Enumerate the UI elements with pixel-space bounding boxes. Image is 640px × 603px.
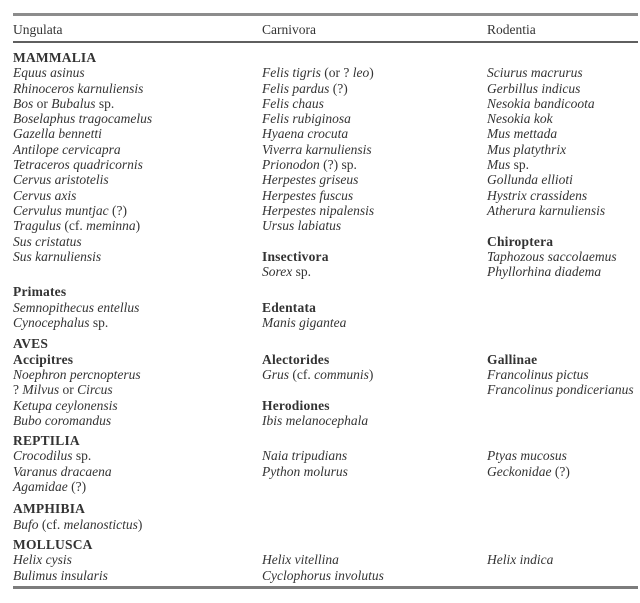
text-segment: ): [137, 516, 143, 532]
table-row: [13, 398, 640, 413]
species-cell: [13, 517, 262, 532]
species-cell: [262, 203, 487, 218]
species-cell: [262, 96, 487, 111]
text-segment: ?: [13, 382, 23, 398]
table-row: [13, 552, 640, 567]
text-segment: Ketupa ceylonensis: [13, 397, 118, 413]
species-cell: [13, 172, 262, 187]
text-segment: Nesokia bandicoota: [487, 95, 595, 111]
table-row: [13, 65, 640, 80]
section-header-cell: [262, 352, 487, 367]
text-segment: Cervulus muntjac: [13, 202, 109, 218]
text-segment: (?) sp.: [319, 157, 357, 173]
species-cell: [13, 398, 262, 413]
species-cell: [13, 234, 262, 249]
species-cell: [262, 284, 487, 299]
text-segment: sp.: [72, 448, 92, 464]
species-cell: [487, 501, 640, 516]
species-cell: [13, 81, 262, 96]
species-cell: [487, 81, 640, 96]
text-segment: Primates: [13, 284, 67, 300]
text-segment: Chiroptera: [487, 233, 554, 249]
species-cell: [13, 300, 262, 315]
species-cell: [487, 157, 640, 172]
text-segment: melanostictus: [63, 516, 138, 532]
species-cell: [262, 367, 487, 382]
text-segment: MAMMALIA: [13, 50, 97, 65]
species-cell: [13, 188, 262, 203]
table-row: [13, 218, 640, 233]
text-segment: or: [33, 95, 52, 111]
text-segment: Manis gigantea: [262, 315, 347, 331]
text-segment: Herodiones: [262, 397, 330, 413]
section-header-cell: [13, 336, 262, 351]
species-cell: [487, 264, 640, 279]
section-header-cell: [262, 398, 487, 413]
text-segment: Sus cristatus: [13, 233, 82, 249]
text-segment: Bufo: [13, 516, 39, 532]
text-segment: (?): [67, 479, 87, 495]
table-column-headers: [13, 22, 640, 38]
species-cell: [487, 448, 640, 463]
text-segment: Sciurus macrurus: [487, 65, 583, 81]
table-row: [13, 517, 640, 532]
text-segment: Felis chaus: [262, 95, 324, 111]
species-cell: [487, 172, 640, 187]
text-segment: Gollunda ellioti: [487, 172, 573, 188]
species-cell: [487, 479, 640, 494]
species-cell: [13, 264, 262, 279]
species-cell: [487, 517, 640, 532]
text-segment: Ptyas mucosus: [487, 448, 567, 464]
species-cell: [262, 382, 487, 397]
table-body: [13, 50, 640, 583]
species-cell: [262, 537, 487, 552]
species-cell: [262, 65, 487, 80]
text-segment: Naia tripudians: [262, 448, 348, 464]
table-row: [13, 142, 640, 157]
species-cell: [487, 464, 640, 479]
species-cell: [13, 448, 262, 463]
section-header-cell: [487, 352, 640, 367]
species-cell: [487, 552, 640, 567]
text-segment: Herpestes griseus: [262, 172, 359, 188]
species-cell: [13, 65, 262, 80]
table-row: [13, 111, 640, 126]
text-segment: Mus: [487, 157, 511, 173]
species-cell: [13, 126, 262, 141]
section-header-cell: [13, 284, 262, 299]
species-cell: [262, 264, 487, 279]
text-segment: Circus: [77, 382, 113, 398]
text-segment: MOLLUSCA: [13, 536, 93, 552]
species-cell: [13, 142, 262, 157]
text-segment: Agamidae: [13, 479, 68, 495]
text-segment: Bubalus: [51, 95, 96, 111]
text-segment: Viverra karnuliensis: [262, 141, 372, 157]
text-segment: Tragulus: [13, 218, 62, 234]
species-cell: [13, 203, 262, 218]
text-segment: (or ?: [320, 65, 353, 81]
text-segment: sp.: [510, 157, 530, 173]
table-row: [13, 96, 640, 111]
text-segment: Cervus aristotelis: [13, 172, 109, 188]
table-row: [13, 315, 640, 330]
text-segment: Felis rubiginosa: [262, 111, 351, 127]
species-cell: [487, 336, 640, 351]
text-segment: communis: [314, 366, 369, 382]
table-row: [13, 188, 640, 203]
text-segment: AMPHIBIA: [13, 501, 86, 517]
species-cell: [13, 96, 262, 111]
table-row: [13, 448, 640, 463]
table-row: [13, 352, 640, 367]
table-row: [13, 203, 640, 218]
bottom-rule: [13, 586, 638, 589]
section-header-cell: [13, 352, 262, 367]
text-segment: Ursus labiatus: [262, 218, 342, 234]
section-header-cell: [13, 433, 262, 448]
species-cell: [262, 552, 487, 567]
species-cell: [262, 234, 487, 249]
table-row: [13, 433, 640, 448]
text-segment: Milvus: [22, 382, 60, 398]
text-segment: Francolinus pondicerianus: [487, 382, 634, 398]
text-segment: sp.: [89, 315, 109, 331]
table-row: [13, 81, 640, 96]
text-segment: (?): [329, 80, 348, 96]
table-row: [13, 464, 640, 479]
species-cell: [487, 126, 640, 141]
species-cell: [262, 413, 487, 428]
text-segment: ): [369, 65, 374, 81]
text-segment: leo: [352, 65, 370, 81]
species-cell: [487, 413, 640, 428]
text-segment: Alectorides: [262, 351, 330, 367]
text-segment: Noephron percnopterus: [13, 366, 141, 382]
species-cell: [262, 517, 487, 532]
section-header-cell: [262, 249, 487, 264]
species-cell: [262, 188, 487, 203]
section-header-cell: [13, 537, 262, 552]
text-segment: Gazella bennetti: [13, 126, 102, 142]
text-segment: Sorex: [262, 264, 293, 280]
text-segment: Mus mettada: [487, 126, 558, 142]
table-row: [13, 300, 640, 315]
species-cell: [13, 413, 262, 428]
species-cell: [487, 65, 640, 80]
column-header-ungulata: Ungulata: [13, 22, 63, 37]
text-segment: Bubo coromandus: [13, 412, 112, 428]
species-cell: [262, 315, 487, 330]
text-segment: Boselaphus tragocamelus: [13, 111, 153, 127]
text-segment: Hyaena crocuta: [262, 126, 349, 142]
column-header-carnivora: Carnivora: [262, 22, 316, 37]
text-segment: Herpestes fuscus: [262, 187, 354, 203]
section-header-cell: [262, 300, 487, 315]
species-cell: [487, 537, 640, 552]
species-cell: [487, 96, 640, 111]
text-segment: Varanus dracaena: [13, 463, 112, 479]
text-segment: (cf.: [38, 516, 64, 532]
species-cell: [262, 126, 487, 141]
species-cell: [13, 568, 262, 583]
text-segment: Francolinus pictus: [487, 366, 589, 382]
species-cell: [13, 367, 262, 382]
species-cell: [262, 142, 487, 157]
species-cell: [487, 382, 640, 397]
text-segment: Semnopithecus entellus: [13, 299, 140, 315]
species-cell: [262, 448, 487, 463]
table-row: [13, 249, 640, 264]
species-cell: [262, 111, 487, 126]
table-row: [13, 234, 640, 249]
text-segment: Phyllorhina diadema: [487, 264, 602, 280]
text-segment: Mus platythrix: [487, 141, 567, 157]
species-cell: [262, 479, 487, 494]
species-cell: [262, 568, 487, 583]
species-cell: [487, 568, 640, 583]
table-row: [13, 284, 640, 299]
text-segment: ): [135, 218, 141, 234]
text-segment: Cyclophorus involutus: [262, 567, 384, 583]
text-segment: (?): [108, 202, 127, 218]
header-underline-rule: [13, 41, 638, 43]
table-row: [13, 264, 640, 279]
text-segment: Grus: [262, 366, 290, 382]
species-cell: [13, 315, 262, 330]
table-row: [13, 537, 640, 552]
species-cell: [13, 111, 262, 126]
text-segment: AVES: [13, 336, 49, 352]
species-cell: [487, 367, 640, 382]
species-cell: [13, 157, 262, 172]
species-cell: [13, 249, 262, 264]
table-row: [13, 501, 640, 516]
species-cell: [487, 300, 640, 315]
text-segment: Accipitres: [13, 351, 74, 367]
species-cell: [487, 50, 640, 65]
table-row: [13, 382, 640, 397]
section-header-cell: [487, 234, 640, 249]
species-cell: [262, 433, 487, 448]
species-cell: [262, 157, 487, 172]
text-segment: or: [59, 382, 78, 398]
text-segment: Ibis melanocephala: [262, 412, 369, 428]
top-rule: [13, 13, 638, 16]
text-segment: REPTILIA: [13, 433, 80, 449]
table-row: [13, 172, 640, 187]
species-cell: [262, 336, 487, 351]
species-cell: [262, 81, 487, 96]
species-cell: [487, 433, 640, 448]
text-segment: Tetraceros quadricornis: [13, 157, 143, 173]
species-cell: [13, 552, 262, 567]
species-cell: [487, 188, 640, 203]
text-segment: Geckonidae: [487, 463, 552, 479]
section-header-cell: [13, 501, 262, 516]
text-segment: Prionodon: [262, 157, 320, 173]
table-row: [13, 413, 640, 428]
species-cell: [487, 284, 640, 299]
species-cell: [13, 218, 262, 233]
species-cell: [262, 464, 487, 479]
species-cell: [487, 203, 640, 218]
table-row: [13, 568, 640, 583]
species-cell: [262, 172, 487, 187]
text-segment: Hystrix crassidens: [487, 187, 588, 203]
text-segment: meminna: [86, 218, 136, 234]
text-segment: Atherura karnuliensis: [487, 202, 606, 218]
species-cell: [262, 218, 487, 233]
text-segment: Equus asinus: [13, 65, 85, 81]
species-cell: [487, 398, 640, 413]
text-segment: (?): [551, 463, 570, 479]
species-cell: [262, 501, 487, 516]
text-segment: Antilope cervicapra: [13, 141, 121, 157]
text-segment: Taphozous saccolaemus: [487, 248, 617, 264]
text-segment: Crocodilus: [13, 448, 73, 464]
species-cell: [487, 142, 640, 157]
text-segment: Gallinae: [487, 351, 538, 367]
text-segment: Insectivora: [262, 248, 329, 264]
text-segment: Nesokia kok: [487, 111, 553, 127]
text-segment: Helix indica: [487, 552, 554, 568]
table-row: [13, 479, 640, 494]
text-segment: Bos: [13, 95, 34, 111]
table-row: [13, 157, 640, 172]
species-cell: [13, 382, 262, 397]
species-cell: [13, 464, 262, 479]
text-segment: (cf.: [289, 366, 315, 382]
text-segment: Helix vitellina: [262, 552, 339, 568]
text-segment: Edentata: [262, 299, 317, 315]
text-segment: Sus karnuliensis: [13, 248, 102, 264]
text-segment: (cf.: [61, 218, 87, 234]
text-segment: Gerbillus indicus: [487, 80, 581, 96]
text-segment: Bulimus insularis: [13, 567, 108, 583]
text-segment: Felis tigris: [262, 65, 321, 81]
text-segment: ): [368, 366, 374, 382]
species-cell: [13, 479, 262, 494]
text-segment: sp.: [95, 95, 115, 111]
column-header-rodentia: Rodentia: [487, 22, 536, 37]
section-header-cell: [13, 50, 262, 65]
species-cell: [487, 218, 640, 233]
text-segment: Python molurus: [262, 463, 348, 479]
table-row: [13, 336, 640, 351]
table-row: [13, 126, 640, 141]
text-segment: Helix cysis: [13, 552, 72, 568]
text-segment: Felis pardus: [262, 80, 330, 96]
species-cell: [487, 315, 640, 330]
species-cell: [487, 111, 640, 126]
species-cell: [487, 249, 640, 264]
table-row: [13, 50, 640, 65]
table-row: [13, 367, 640, 382]
text-segment: sp.: [292, 264, 312, 280]
species-cell: [262, 50, 487, 65]
text-segment: Cervus axis: [13, 187, 77, 203]
text-segment: Rhinoceros karnuliensis: [13, 80, 144, 96]
text-segment: Herpestes nipalensis: [262, 202, 375, 218]
text-segment: Cynocephalus: [13, 315, 90, 331]
